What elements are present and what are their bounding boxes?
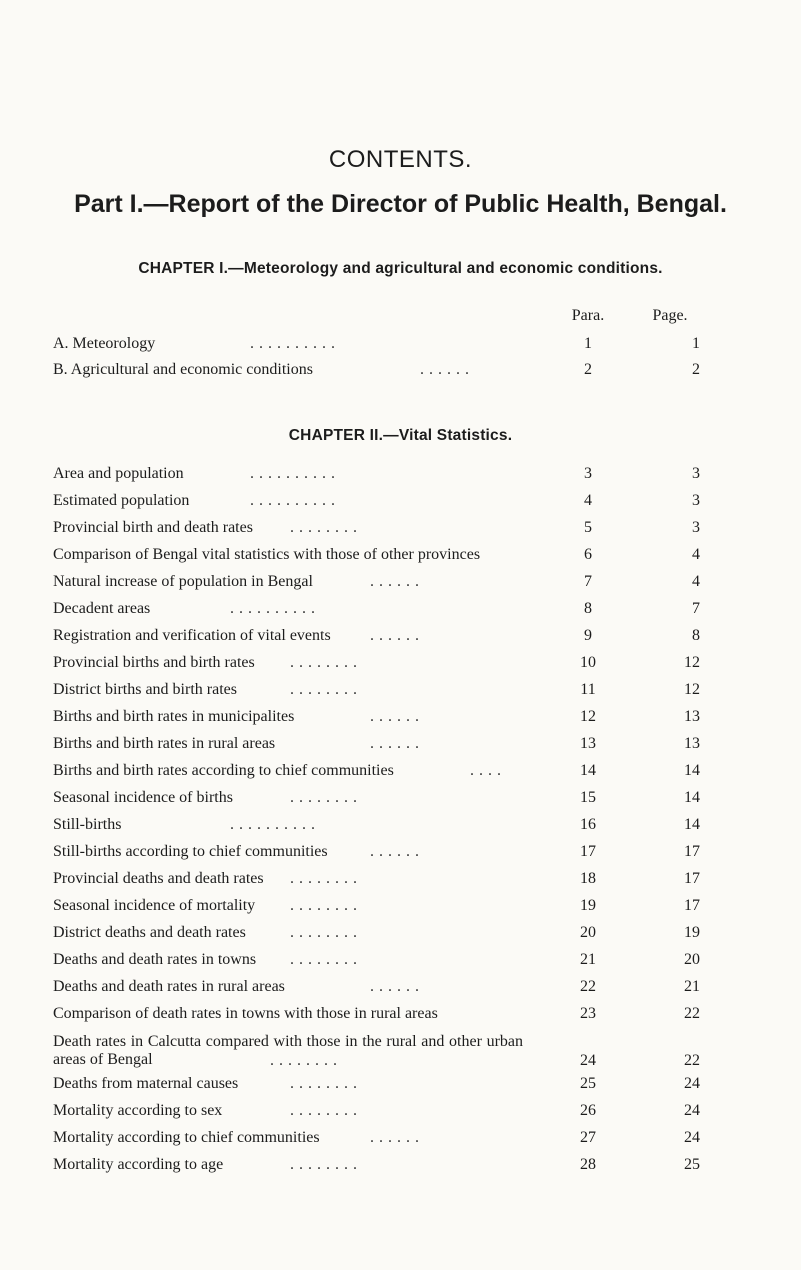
toc-entry-label: Area and population — [53, 465, 184, 482]
toc-row — [0, 572, 801, 596]
toc-entry-label: Seasonal incidence of mortality — [53, 897, 256, 914]
toc-entry-label: Decadent areas — [53, 600, 151, 617]
toc-row — [0, 1128, 801, 1152]
leader-dots: . . . . . . — [370, 573, 420, 590]
toc-entry-label: Still-births — [53, 816, 122, 833]
toc-entry-label: Births and birth rates in municipalites — [53, 708, 295, 725]
leader-dots: . . . . . . . . . . — [250, 492, 336, 509]
toc-entry-para: 5 — [584, 519, 592, 536]
leader-dots: . . . . . . . . — [290, 924, 358, 941]
toc-entry-label: District births and birth rates — [53, 681, 237, 698]
toc-entry-para: 8 — [584, 600, 592, 617]
toc-entry-page: 3 — [692, 465, 700, 482]
part-title: Part I.—Report of the Director of Public Health, Bengal. — [74, 190, 727, 218]
toc-entry-page: 12 — [684, 654, 700, 671]
toc-entry-page: 22 — [684, 1052, 700, 1069]
toc-entry-para: 10 — [580, 654, 596, 671]
toc-entry-para: 18 — [580, 870, 596, 887]
toc-row — [0, 545, 801, 569]
toc-entry-para: 13 — [580, 735, 596, 752]
toc-entry-label: Deaths from maternal causes — [53, 1075, 239, 1092]
toc-entry-label: Deaths and death rates in towns — [53, 951, 257, 968]
toc-entry-page: 8 — [692, 627, 700, 644]
toc-row — [0, 923, 801, 947]
toc-entry-page: 13 — [684, 735, 700, 752]
toc-entry-para: 9 — [584, 627, 592, 644]
toc-entry-label: Natural increase of population in Bengal — [53, 573, 313, 590]
toc-entry-page: 14 — [684, 762, 700, 779]
toc-row — [0, 977, 801, 1001]
toc-entry-label: Mortality according to chief communities — [53, 1129, 320, 1146]
toc-row — [0, 707, 801, 731]
toc-entry-label: Provincial birth and death rates — [53, 519, 253, 536]
leader-dots: . . . . . . — [370, 708, 420, 725]
toc-entry-para: 3 — [584, 465, 592, 482]
toc-entry-para: 4 — [584, 492, 592, 509]
leader-dots: . . . . . . . . — [290, 951, 358, 968]
toc-entry-page: 17 — [684, 843, 700, 860]
toc-entry-label: Births and birth rates according to chief communities — [53, 762, 394, 779]
toc-row — [0, 815, 801, 839]
toc-row — [0, 761, 801, 785]
toc-entry-para: 6 — [584, 546, 592, 563]
toc-entry-para: 7 — [584, 573, 592, 590]
toc-row — [0, 1033, 801, 1073]
leader-dots: . . . . . . . . . . — [230, 816, 316, 833]
toc-row — [0, 491, 801, 515]
leader-dots: . . . . . . . . — [290, 789, 358, 806]
leader-dots: . . . . . . . . — [290, 870, 358, 887]
toc-entry-label: Provincial deaths and death rates — [53, 870, 264, 887]
leader-dots: . . . . . . . . — [290, 654, 358, 671]
toc-row — [0, 599, 801, 623]
toc-entry-para: 23 — [580, 1005, 596, 1022]
toc-entry-page: 19 — [684, 924, 700, 941]
toc-entry-para: 24 — [580, 1052, 596, 1069]
toc-entry-label: Comparison of death rates in towns with those in rural areas — [53, 1005, 438, 1022]
leader-dots: . . . . . . — [370, 843, 420, 860]
toc-row — [0, 1155, 801, 1179]
toc-entry-page: 20 — [684, 951, 700, 968]
toc-entry-label: Still-births according to chief communities — [53, 843, 328, 860]
leader-dots: . . . . . . — [370, 735, 420, 752]
leader-dots: . . . . . . . . — [290, 897, 358, 914]
toc-entry-para: 27 — [580, 1129, 596, 1146]
leader-dots: . . . . . . . . . . — [230, 600, 316, 617]
toc-row — [0, 842, 801, 866]
toc-entry-para: 25 — [580, 1075, 596, 1092]
toc-entry-page: 7 — [692, 600, 700, 617]
toc-row — [0, 869, 801, 893]
toc-row — [0, 680, 801, 704]
toc-entry-para: 19 — [580, 897, 596, 914]
toc-entry-label: Mortality according to sex — [53, 1102, 223, 1119]
toc-entry-label: B. Agricultural and economic conditions — [53, 361, 313, 378]
toc-row — [0, 950, 801, 974]
toc-entry-page: 2 — [692, 361, 700, 378]
column-header-page: Page. — [652, 307, 688, 324]
toc-row — [0, 626, 801, 650]
leader-dots: . . . . . . — [420, 361, 470, 378]
toc-row — [0, 734, 801, 758]
toc-entry-label: A. Meteorology — [53, 335, 156, 352]
toc-entry-page: 17 — [684, 870, 700, 887]
toc-row — [0, 464, 801, 488]
toc-entry-label: Estimated population — [53, 492, 190, 509]
toc-entry-page: 4 — [692, 546, 700, 563]
leader-dots: . . . . . . . . — [290, 1156, 358, 1173]
toc-entry-page: 24 — [684, 1075, 700, 1092]
toc-entry-page: 4 — [692, 573, 700, 590]
contents-title: CONTENTS. — [328, 146, 473, 173]
toc-entry-para: 11 — [580, 681, 596, 698]
toc-entry-page: 14 — [684, 816, 700, 833]
toc-entry-para: 16 — [580, 816, 596, 833]
toc-entry-para: 21 — [580, 951, 596, 968]
column-header-para: Para. — [571, 307, 605, 324]
toc-entry-label: Registration and verification of vital events — [53, 627, 331, 644]
toc-entry-page: 14 — [684, 789, 700, 806]
toc-entry-label: Births and birth rates in rural areas — [53, 735, 276, 752]
toc-entry-label: Provincial births and birth rates — [53, 654, 255, 671]
toc-entry-para: 15 — [580, 789, 596, 806]
toc-entry-para: 26 — [580, 1102, 596, 1119]
leader-dots: . . . . . . . . — [290, 681, 358, 698]
chapter-1-title: CHAPTER I.—Meteorology and agricultural and economic conditions. — [138, 260, 663, 277]
toc-entry-page: 17 — [684, 897, 700, 914]
toc-row — [0, 896, 801, 920]
toc-entry-para: 17 — [580, 843, 596, 860]
toc-row — [0, 518, 801, 542]
toc-entry-page: 24 — [684, 1129, 700, 1146]
leader-dots: . . . . . . . . . . — [250, 465, 336, 482]
toc-entry-para: 2 — [584, 361, 592, 378]
leader-dots: . . . . . . — [370, 978, 420, 995]
toc-row — [0, 653, 801, 677]
leader-dots: . . . . . . — [370, 627, 420, 644]
leader-dots: . . . . . . — [370, 1129, 420, 1146]
chapter-2-title: CHAPTER II.—Vital Statistics. — [288, 427, 513, 444]
toc-entry-page: 25 — [684, 1156, 700, 1173]
leader-dots: . . . . . . . . — [290, 519, 358, 536]
toc-row — [0, 788, 801, 812]
toc-entry-label: Comparison of Bengal vital statistics with those of other provinces — [53, 546, 481, 563]
toc-entry-page: 13 — [684, 708, 700, 725]
toc-entry-label: Deaths and death rates in rural areas — [53, 978, 285, 995]
toc-entry-para: 22 — [580, 978, 596, 995]
toc-entry-para: 14 — [580, 762, 596, 779]
toc-row — [0, 360, 801, 384]
toc-entry-page: 1 — [692, 335, 700, 352]
toc-entry-page: 12 — [684, 681, 700, 698]
toc-row — [0, 1101, 801, 1125]
toc-entry-label: District deaths and death rates — [53, 924, 246, 941]
toc-entry-label: Death rates in Calcutta compared with those in the rural and other urban areas of Bengal — [53, 1033, 523, 1068]
toc-row — [0, 1004, 801, 1028]
toc-row — [0, 334, 801, 358]
toc-entry-label: Seasonal incidence of births — [53, 789, 233, 806]
toc-entry-para: 1 — [584, 335, 592, 352]
leader-dots: . . . . . . . . — [290, 1102, 358, 1119]
leader-dots: . . . . . . . . — [290, 1075, 358, 1092]
toc-entry-page: 21 — [684, 978, 700, 995]
leader-dots: . . . . — [470, 762, 502, 779]
toc-entry-label: Mortality according to age — [53, 1156, 224, 1173]
leader-dots: . . . . . . . . . . — [250, 335, 336, 352]
toc-entry-page: 24 — [684, 1102, 700, 1119]
toc-row — [0, 1074, 801, 1098]
leader-dots: . . . . . . . . — [270, 1052, 338, 1069]
toc-entry-para: 28 — [580, 1156, 596, 1173]
toc-entry-para: 12 — [580, 708, 596, 725]
toc-entry-page: 3 — [692, 492, 700, 509]
toc-entry-page: 3 — [692, 519, 700, 536]
toc-entry-para: 20 — [580, 924, 596, 941]
toc-entry-page: 22 — [684, 1005, 700, 1022]
